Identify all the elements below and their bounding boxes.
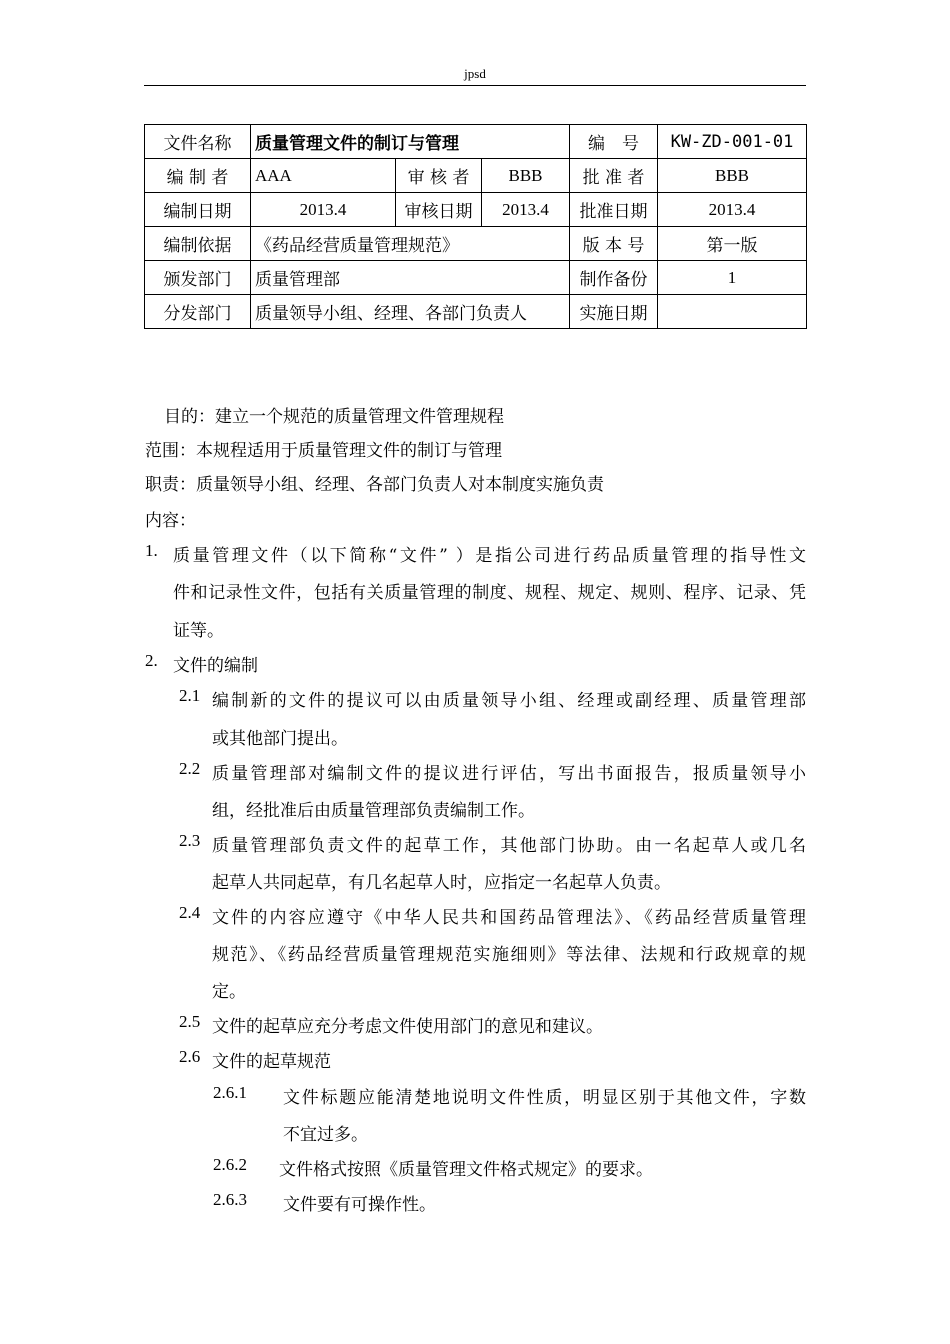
value-basis: 《药品经营质量管理规范》 [251,227,570,261]
label-review-date: 审核日期 [396,193,482,227]
sub-item-line: 质量管理部负责文件的起草工作，其他部门协助。由一名起草人或几名 [212,836,806,856]
sub-item-number: 2.5 [179,1012,201,1031]
sub-item-line: 起草人共同起草，有几名起草人时，应指定一名起草人负责。 [212,873,671,893]
label-basis: 编制依据 [145,227,251,261]
sub-sub-item-line: 文件标题应能清楚地说明文件性质，明显区别于其他文件，字数 [283,1088,806,1108]
label-backup-copies: 制作备份 [570,261,658,295]
sub-item-line: 或其他部门提出。 [212,729,348,749]
sub-sub-item-line: 文件格式按照《质量管理文件格式规定》的要求。 [279,1160,653,1180]
item-1-line-3: 证等。 [173,621,224,641]
item-2-title: 文件的编制 [173,656,258,676]
sub-sub-item-number: 2.6.1 [213,1083,247,1102]
label-number: 编 号 [570,125,658,159]
value-file-name: 质量管理文件的制订与管理 [251,125,570,159]
sub-item-line: 规范》、《药品经营质量管理规范实施细则》等法律、法规和行政规章的规 [212,945,806,965]
sub-item-line: 组，经批准后由质量管理部负责编制工作。 [212,801,535,821]
table-row [145,193,807,227]
sub-item-number: 2.3 [179,831,201,850]
sub-item-line: 定。 [212,982,246,1002]
value-author-date: 2013.4 [251,193,396,227]
item-1-number: 1. [145,541,158,560]
label-file-name: 文件名称 [145,125,251,159]
label-effective-date: 实施日期 [570,295,658,329]
value-approver: BBB [658,159,807,193]
document-info-table [144,124,807,329]
value-reviewer: BBB [482,159,570,193]
value-backup-copies: 1 [658,261,807,295]
label-distribution-dept: 分发部门 [145,295,251,329]
scope-paragraph: 范围：本规程适用于质量管理文件的制订与管理 [145,441,502,461]
sub-item-line: 质量管理部对编制文件的提议进行评估，写出书面报告，报质量领导小 [212,764,806,784]
label-author: 编 制 者 [145,159,251,193]
value-distribution-dept: 质量领导小组、经理、各部门负责人 [251,295,570,329]
label-version: 版 本 号 [570,227,658,261]
header-divider [144,85,806,86]
value-effective-date [658,295,807,329]
value-version: 第一版 [658,227,807,261]
table-row [145,295,807,329]
sub-item-number: 2.2 [179,759,201,778]
sub-item-line: 编制新的文件的提议可以由质量领导小组、经理或副经理、质量管理部 [212,691,806,711]
sub-sub-item-line: 不宜过多。 [283,1125,368,1145]
sub-sub-item-number: 2.6.3 [213,1190,247,1209]
sub-item-number: 2.1 [179,686,201,705]
label-reviewer: 审 核 者 [396,159,482,193]
label-author-date: 编制日期 [145,193,251,227]
sub-item-number: 2.6 [179,1047,201,1066]
label-approve-date: 批准日期 [570,193,658,227]
value-issuing-dept: 质量管理部 [251,261,570,295]
duty-paragraph: 职责：质量领导小组、经理、各部门负责人对本制度实施负责 [145,475,604,495]
item-1-line-1: 质量管理文件（以下简称“文件” ）是指公司进行药品质量管理的指导性文 [173,546,806,566]
sub-item-line: 文件的起草规范 [212,1052,331,1072]
page-header-text: jpsd [464,66,486,81]
label-approver: 批 准 者 [570,159,658,193]
value-author: AAA [251,159,396,193]
value-number: KW-ZD-001-01 [658,125,807,159]
sub-item-line: 文件的起草应充分考虑文件使用部门的意见和建议。 [212,1017,603,1037]
purpose-paragraph: 目的：建立一个规范的质量管理文件管理规程 [164,407,504,427]
label-issuing-dept: 颁发部门 [145,261,251,295]
value-review-date: 2013.4 [482,193,570,227]
table-row [145,261,807,295]
content-label: 内容： [145,511,196,531]
item-2-number: 2. [145,651,158,670]
item-1-line-2: 件和记录性文件，包括有关质量管理的制度、规程、规定、规则、程序、记录、凭 [173,583,806,603]
sub-item-line: 文件的内容应遵守《中华人民共和国药品管理法》、《药品经营质量管理 [212,908,806,928]
table-row [145,227,807,261]
table-row [145,125,807,159]
table-row [145,159,807,193]
sub-item-number: 2.4 [179,903,201,922]
sub-sub-item-line: 文件要有可操作性。 [283,1195,436,1215]
value-approve-date: 2013.4 [658,193,807,227]
sub-sub-item-number: 2.6.2 [213,1155,247,1174]
